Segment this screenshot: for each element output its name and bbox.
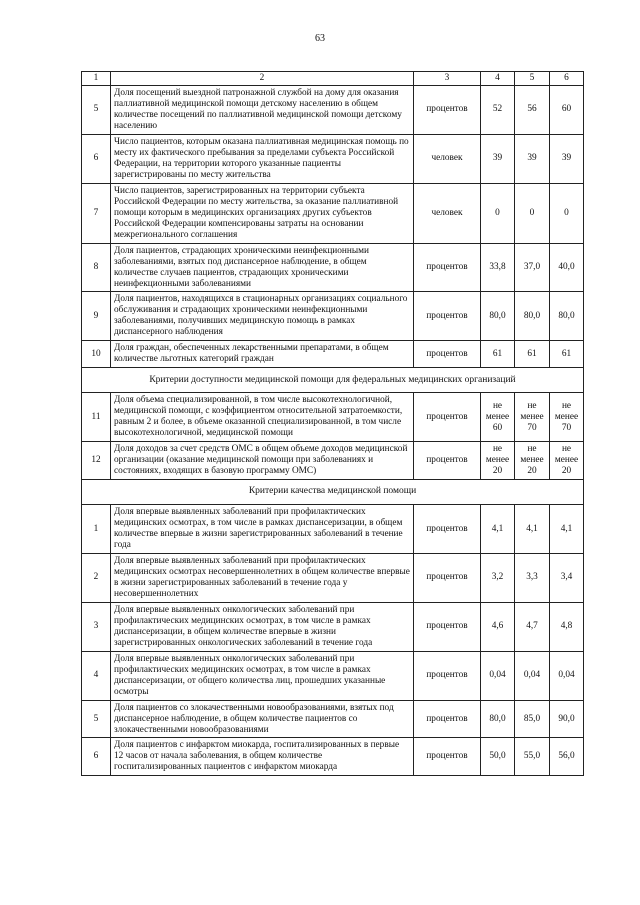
unit-cell: процентов xyxy=(414,505,481,554)
row-number: 1 xyxy=(82,505,111,554)
value-cell-year1: 0 xyxy=(481,183,515,243)
value-cell-year3: 61 xyxy=(550,341,584,368)
table-row xyxy=(82,651,584,700)
value-cell-year1: 80,0 xyxy=(481,700,515,738)
value-cell-year3: 39 xyxy=(550,134,584,183)
table-row xyxy=(82,183,584,243)
value-cell-year2: 55,0 xyxy=(515,738,550,776)
value-cell-year1: 4,1 xyxy=(481,505,515,554)
table-row xyxy=(82,86,584,135)
unit-cell: процентов xyxy=(414,553,481,602)
unit-cell: процентов xyxy=(414,651,481,700)
value-cell-year3: 56,0 xyxy=(550,738,584,776)
table-row xyxy=(82,553,584,602)
unit-cell: процентов xyxy=(414,442,481,480)
indicator-text: Доля посещений выездной патронажной службой на дому для оказания паллиативной медицинской помощи детскому населению в общем количестве посещений по паллиативной медицинской помощи детскому населению xyxy=(111,86,414,135)
indicator-text: Число пациентов, которым оказана паллиативная медицинская помощь по месту их фактического пребывания за пределами субъекта Российской Федерации, на территории которого указанные пациенты зарегистрированы по месту жительства xyxy=(111,134,414,183)
row-number: 3 xyxy=(82,602,111,651)
value-cell-year1: 80,0 xyxy=(481,292,515,341)
header-cell: 3 xyxy=(414,72,481,86)
indicator-text: Доля объема специализированной, в том числе высокотехнологичной, медицинской помощи, с коэффициентом относительной затратоемкости, равным 2 и более, в объеме оказанной специализированной, в том числе высокотехнологичной, медицинской помощи xyxy=(111,393,414,442)
table-row xyxy=(82,738,584,776)
indicator-text: Доля впервые выявленных онкологических заболеваний при профилактических медицинских осмотрах, в том числе в рамках диспансеризации, в общем количестве впервые в жизни зарегистрированных онкологических заболеваний в течение года xyxy=(111,602,414,651)
table-row xyxy=(82,341,584,368)
value-cell-year3: 0,04 xyxy=(550,651,584,700)
value-cell-year1: 50,0 xyxy=(481,738,515,776)
value-cell-year3: не менее 70 xyxy=(550,393,584,442)
header-cell: 5 xyxy=(515,72,550,86)
row-number: 6 xyxy=(82,134,111,183)
header-cell: 6 xyxy=(550,72,584,86)
value-cell-year3: 40,0 xyxy=(550,243,584,292)
indicator-text: Доля впервые выявленных онкологических заболеваний при профилактических медицинских осмотрах, в том числе в рамках диспансеризации, от общего количества лиц, прошедших указанные осмотры xyxy=(111,651,414,700)
indicator-text: Доля пациентов, находящихся в стационарных организациях социального обслуживания и страдающих хроническими неинфекционными заболеваниями, получивших медицинскую помощь в рамках диспансерного наблюдения xyxy=(111,292,414,341)
indicator-text: Доля пациентов, страдающих хроническими неинфекционными заболеваниями, взятых под диспансерное наблюдение, в общем количестве случаев пациентов, страдающих хроническими неинфекционными заболеваниями xyxy=(111,243,414,292)
value-cell-year2: 61 xyxy=(515,341,550,368)
value-cell-year2: 39 xyxy=(515,134,550,183)
table-row xyxy=(82,393,584,442)
unit-cell: процентов xyxy=(414,602,481,651)
value-cell-year2: 85,0 xyxy=(515,700,550,738)
unit-cell: процентов xyxy=(414,738,481,776)
header-cell: 2 xyxy=(111,72,414,86)
unit-cell: процентов xyxy=(414,700,481,738)
value-cell-year3: 4,8 xyxy=(550,602,584,651)
section-row xyxy=(82,368,584,393)
value-cell-year1: 52 xyxy=(481,86,515,135)
table-row xyxy=(82,442,584,480)
row-number: 11 xyxy=(82,393,111,442)
unit-cell: процентов xyxy=(414,86,481,135)
value-cell-year1: 3,2 xyxy=(481,553,515,602)
indicator-text: Доля пациентов со злокачественными новообразованиями, взятых под диспансерное наблюдение, в общем количестве пациентов со злокачественными новообразованиями xyxy=(111,700,414,738)
row-number: 7 xyxy=(82,183,111,243)
unit-cell: процентов xyxy=(414,341,481,368)
row-number: 9 xyxy=(82,292,111,341)
value-cell-year1: не менее 60 xyxy=(481,393,515,442)
row-number: 10 xyxy=(82,341,111,368)
row-number: 6 xyxy=(82,738,111,776)
table-row xyxy=(82,243,584,292)
value-cell-year2: 4,1 xyxy=(515,505,550,554)
header-row xyxy=(82,72,584,86)
table-row xyxy=(82,700,584,738)
indicator-text: Число пациентов, зарегистрированных на территории субъекта Российской Федерации по месту жительства, за оказание паллиативной помощи которым в медицинских организациях других субъектов Российской Федерации компенсированы затраты на основании межрегионального соглашения xyxy=(111,183,414,243)
table-row xyxy=(82,602,584,651)
unit-cell: процентов xyxy=(414,243,481,292)
criteria-table xyxy=(81,71,584,776)
value-cell-year2: не менее 20 xyxy=(515,442,550,480)
table-row xyxy=(82,134,584,183)
indicator-text: Доля доходов за счет средств ОМС в общем объеме доходов медицинской организации (оказание медицинской помощи при заболеваниях и состояниях, входящих в базовую программу ОМС) xyxy=(111,442,414,480)
value-cell-year1: 33,8 xyxy=(481,243,515,292)
table-row xyxy=(82,292,584,341)
section-title-accessibility: Критерии доступности медицинской помощи для федеральных медицинских организаций xyxy=(82,368,584,393)
indicator-text: Доля граждан, обеспеченных лекарственными препаратами, в общем количестве льготных категорий граждан xyxy=(111,341,414,368)
value-cell-year1: 4,6 xyxy=(481,602,515,651)
header-cell: 4 xyxy=(481,72,515,86)
unit-cell: человек xyxy=(414,134,481,183)
row-number: 12 xyxy=(82,442,111,480)
value-cell-year3: 80,0 xyxy=(550,292,584,341)
value-cell-year3: 3,4 xyxy=(550,553,584,602)
value-cell-year2: 4,7 xyxy=(515,602,550,651)
indicator-text: Доля впервые выявленных заболеваний при профилактических медицинских осмотрах несовершеннолетних в общем количестве впервые в жизни зарегистрированных заболеваний в течение года у несовершеннолетних xyxy=(111,553,414,602)
value-cell-year2: 37,0 xyxy=(515,243,550,292)
section-title-quality: Критерии качества медицинской помощи xyxy=(82,480,584,505)
value-cell-year2: не менее 70 xyxy=(515,393,550,442)
header-cell: 1 xyxy=(82,72,111,86)
row-number: 5 xyxy=(82,86,111,135)
value-cell-year3: 0 xyxy=(550,183,584,243)
value-cell-year1: не менее 20 xyxy=(481,442,515,480)
table-row xyxy=(82,505,584,554)
unit-cell: человек xyxy=(414,183,481,243)
value-cell-year2: 0,04 xyxy=(515,651,550,700)
page-number: 63 xyxy=(315,33,325,44)
value-cell-year1: 39 xyxy=(481,134,515,183)
value-cell-year3: 4,1 xyxy=(550,505,584,554)
value-cell-year1: 61 xyxy=(481,341,515,368)
value-cell-year2: 0 xyxy=(515,183,550,243)
value-cell-year3: 60 xyxy=(550,86,584,135)
value-cell-year1: 0,04 xyxy=(481,651,515,700)
value-cell-year2: 56 xyxy=(515,86,550,135)
row-number: 8 xyxy=(82,243,111,292)
value-cell-year2: 3,3 xyxy=(515,553,550,602)
value-cell-year3: не менее 20 xyxy=(550,442,584,480)
value-cell-year3: 90,0 xyxy=(550,700,584,738)
row-number: 4 xyxy=(82,651,111,700)
row-number: 2 xyxy=(82,553,111,602)
unit-cell: процентов xyxy=(414,292,481,341)
indicator-text: Доля пациентов с инфарктом миокарда, госпитализированных в первые 12 часов от начала заболевания, в общем количестве госпитализированных пациентов с инфарктом миокарда xyxy=(111,738,414,776)
unit-cell: процентов xyxy=(414,393,481,442)
value-cell-year2: 80,0 xyxy=(515,292,550,341)
indicator-text: Доля впервые выявленных заболеваний при профилактических медицинских осмотрах, в том числе в рамках диспансеризации, в общем количестве впервые в жизни зарегистрированных заболеваний в течение года xyxy=(111,505,414,554)
section-row xyxy=(82,480,584,505)
row-number: 5 xyxy=(82,700,111,738)
